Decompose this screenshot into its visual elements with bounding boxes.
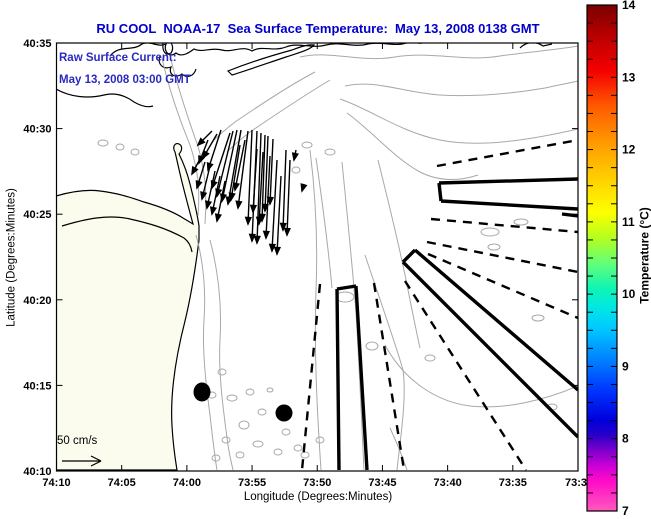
x-tick-label: 74:10 xyxy=(42,477,71,489)
annotation-current-timestamp: May 13, 2008 03:00 GMT xyxy=(59,74,191,86)
colorbar-tick-labels xyxy=(622,0,636,518)
x-tick-label: 74:00 xyxy=(172,477,201,489)
x-tick-label: 73:35 xyxy=(498,477,527,489)
x-tick-labels xyxy=(42,477,587,489)
x-tick-label: 73:3 xyxy=(564,477,588,489)
colorbar-tick-label: 7 xyxy=(622,504,629,518)
x-axis-label: Longitude (Degrees:Minutes) xyxy=(243,491,393,503)
colorbar-tick-label: 14 xyxy=(622,0,636,12)
colorbar-label: Temperature (°C) xyxy=(637,207,651,304)
y-axis-label: Latitude (Degrees:Minutes) xyxy=(5,188,18,327)
radar-sector-solid-lines xyxy=(337,179,578,470)
y-tick-label: 40:35 xyxy=(23,38,52,50)
x-tick-label: 73:55 xyxy=(237,477,267,489)
velocity-scale-label: 50 cm/s xyxy=(57,435,98,447)
colorbar-tick-label: 13 xyxy=(622,70,636,85)
y-tick-label: 40:15 xyxy=(23,380,52,393)
current-vector-arrows xyxy=(192,130,306,254)
colorbar-tick-label: 9 xyxy=(622,359,629,374)
x-tick-label: 73:40 xyxy=(433,477,462,489)
y-tick-label: 40:30 xyxy=(23,123,52,136)
colorbar-tick-label: 10 xyxy=(622,287,636,302)
x-tick-label: 73:50 xyxy=(303,477,332,489)
annotation-raw-surface-current: Raw Surface Current: xyxy=(59,52,177,64)
y-tick-labels xyxy=(23,38,51,478)
bathymetry-contours xyxy=(162,46,578,470)
land-mass xyxy=(56,144,199,470)
y-tick-label: 40:10 xyxy=(23,466,52,478)
colorbar-tick-label: 12 xyxy=(622,142,636,157)
y-tick-label: 40:25 xyxy=(23,209,52,222)
x-tick-label: 74:05 xyxy=(107,477,136,489)
y-tick-label: 40:20 xyxy=(23,294,52,307)
colorbar-tick-label: 11 xyxy=(622,214,635,229)
map-content xyxy=(56,42,578,470)
x-tick-label: 73:45 xyxy=(368,477,397,489)
page-title: RU COOL NOAA-17 Sea Surface Temperature: May 13, 2008 0138 GMT xyxy=(96,21,540,36)
colorbar-tick-label: 8 xyxy=(622,431,629,446)
